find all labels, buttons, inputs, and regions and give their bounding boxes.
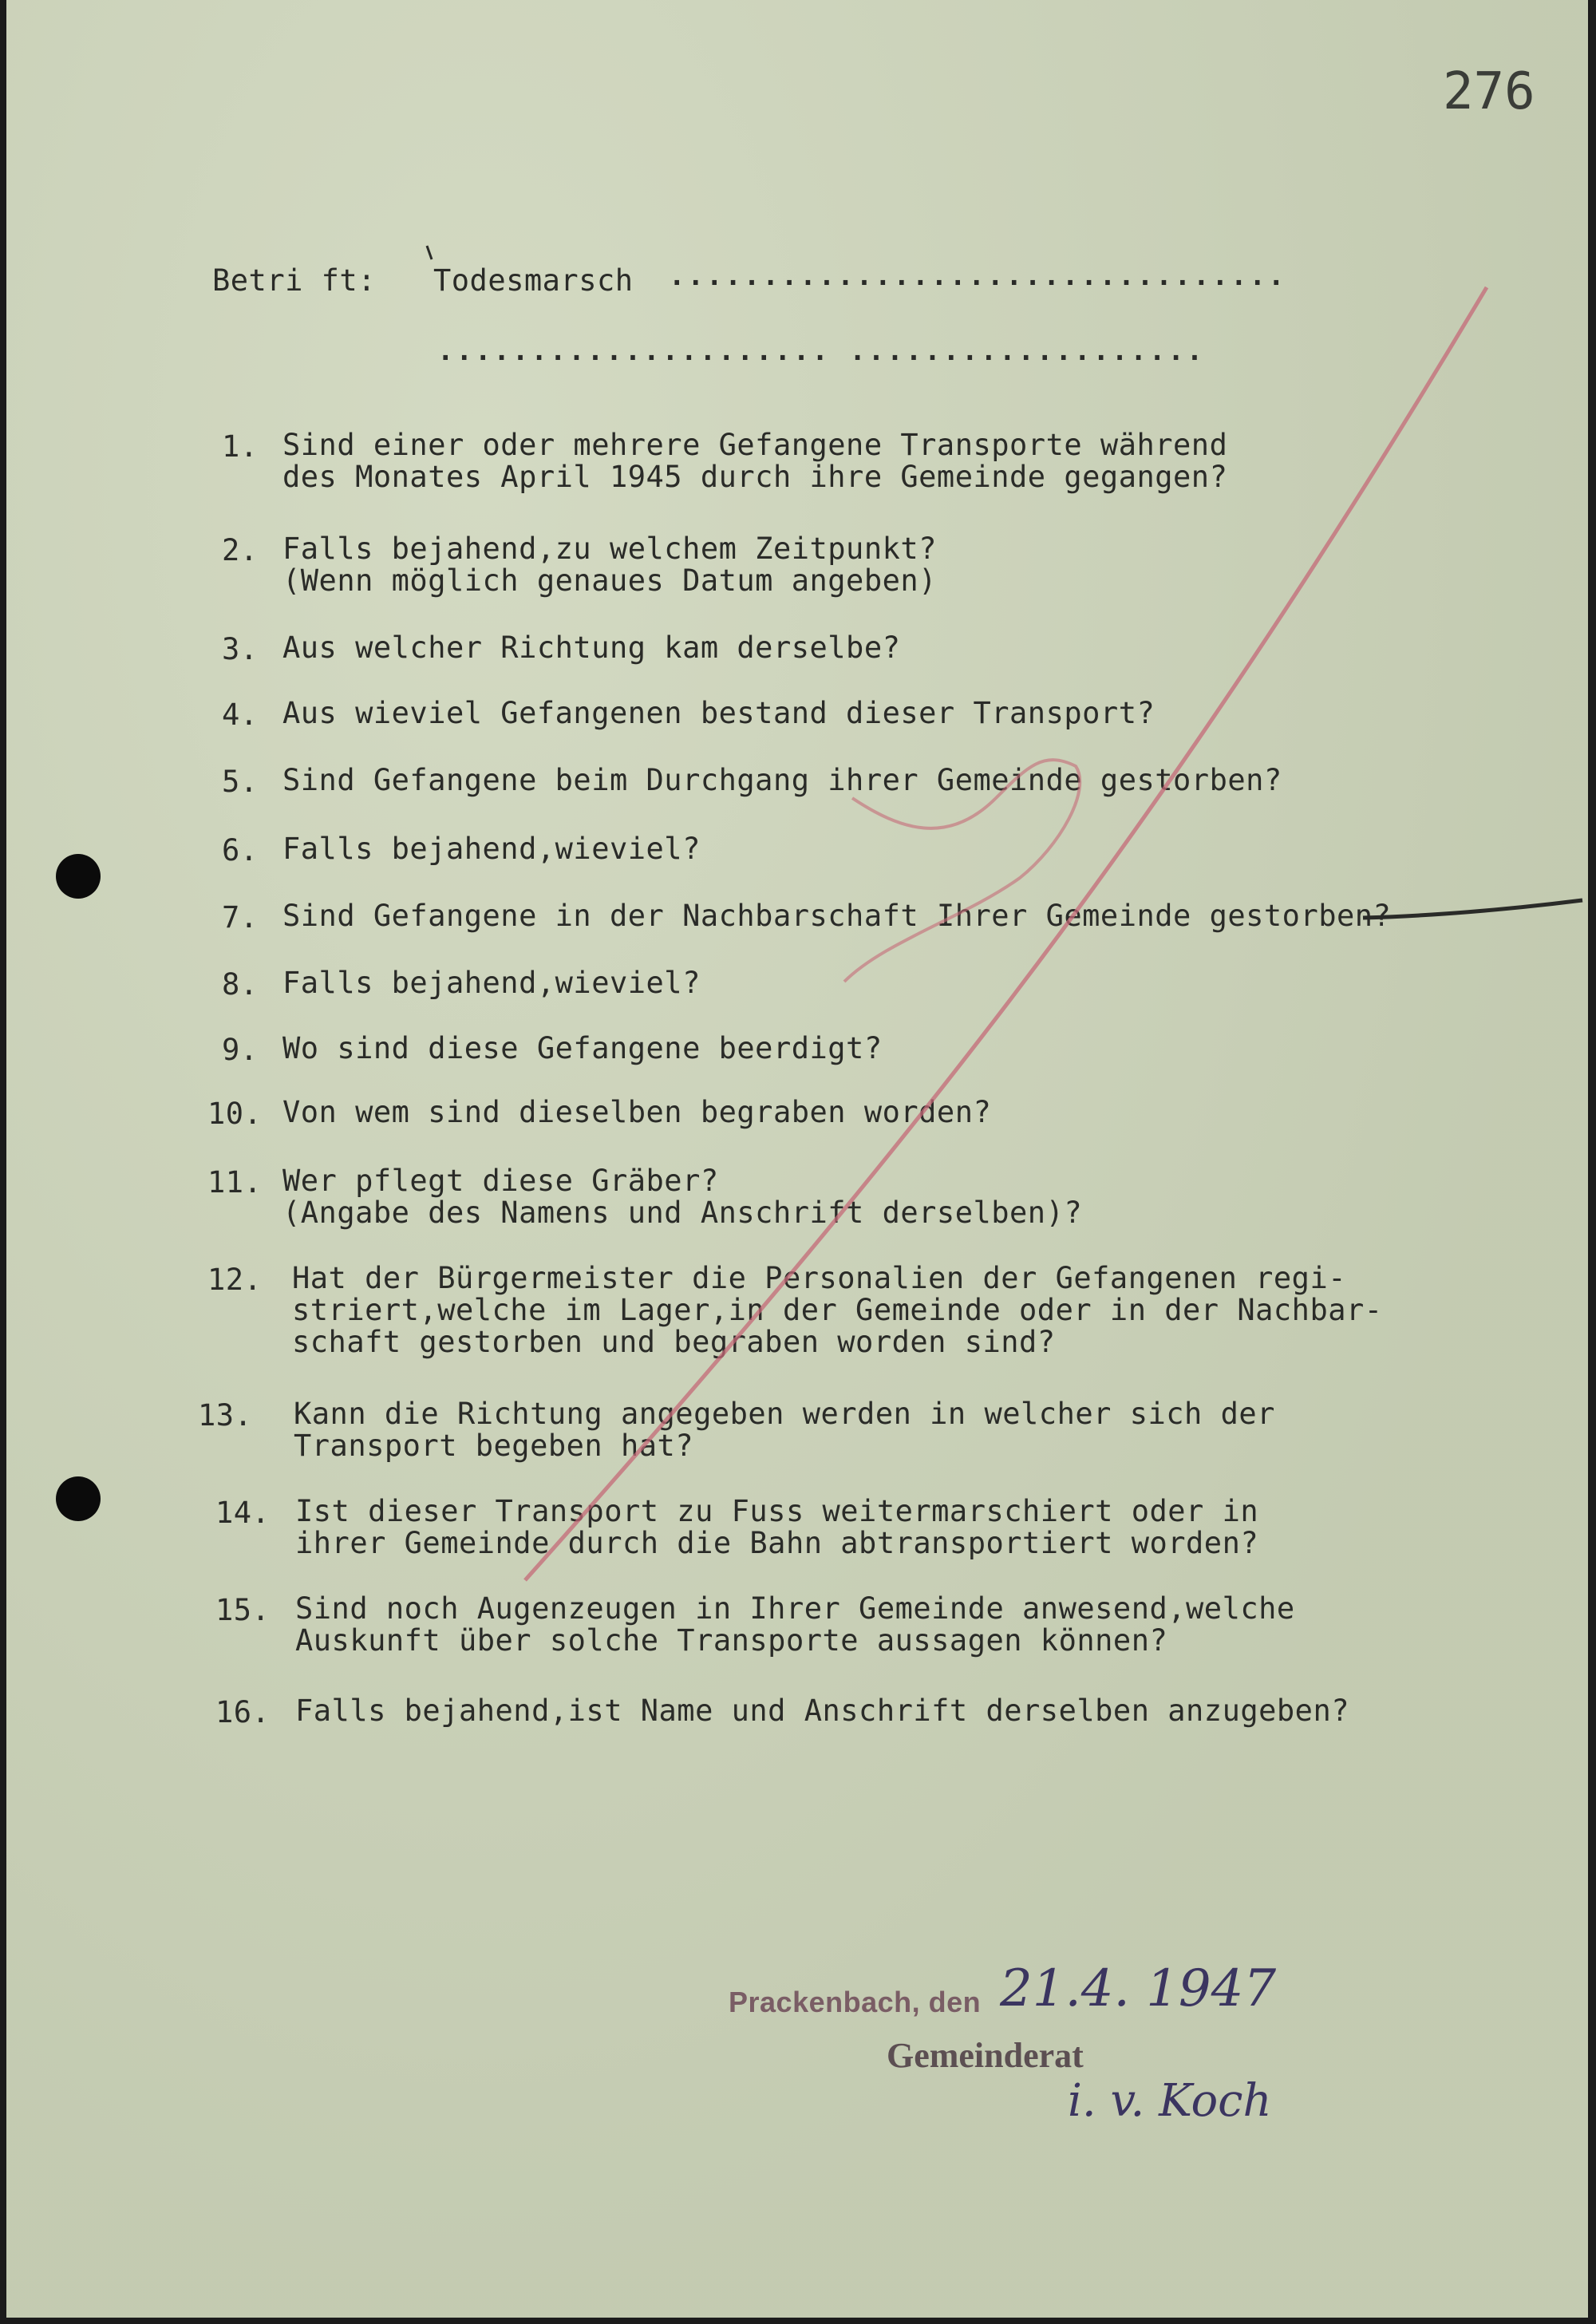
handwritten-date: 21.4. 1947 [1000, 1959, 1277, 2018]
subject-label: Betri ft: [212, 263, 376, 298]
question-text-line: Sind Gefangene in der Nachbarschaft Ihrer Gemeinde gestorben? [282, 899, 1392, 933]
question-number: 4. [222, 698, 259, 732]
question-text-line: Sind Gefangene beim Durchgang ihrer Gemeinde gestorben? [282, 763, 1282, 797]
question-text-line: Auskunft über solche Transporte aussagen können? [295, 1623, 1168, 1658]
question-number: 12. [207, 1263, 263, 1297]
subject-text: Todesmarsch [433, 263, 634, 298]
question-text-line: Falls bejahend,wieviel? [282, 966, 701, 1000]
question-number: 2. [222, 533, 259, 567]
handwritten-signature: i. v. Koch [1068, 2075, 1272, 2127]
pen-tick-top [427, 246, 432, 259]
document-page [6, 0, 1588, 2318]
question-text-line: des Monates April 1945 durch ihre Gemeinde gegangen? [282, 460, 1228, 494]
question-text-line: Falls bejahend,wieviel? [282, 832, 701, 866]
question-number: 8. [222, 967, 259, 1002]
question-text-line: schaft gestorben und begraben worden sind? [292, 1325, 1056, 1359]
pen-stroke-question-7 [1363, 900, 1582, 918]
question-text-line: (Angabe des Namens und Anschrift derselben)? [282, 1196, 1083, 1230]
stamp-place: Prackenbach, den [729, 1986, 982, 2018]
question-number: 10. [207, 1097, 263, 1131]
question-number: 5. [222, 765, 259, 799]
question-number: 6. [222, 833, 259, 868]
question-number: 15. [215, 1593, 271, 1627]
question-16 [215, 1694, 1350, 1832]
question-text-line: Sind noch Augenzeugen in Ihrer Gemeinde anwesend,welche [295, 1591, 1295, 1626]
question-text-line: (Wenn möglich genaues Datum angeben) [282, 563, 937, 598]
page-number: 276 [1443, 62, 1535, 121]
question-text-line: striert,welche im Lager,in der Gemeinde oder in der Nachbar- [292, 1293, 1383, 1327]
question-text-line: ihrer Gemeinde durch die Bahn abtransportiert worden? [295, 1526, 1259, 1560]
question-text-line: Transport begeben hat? [294, 1429, 694, 1463]
punch-hole-lower [56, 1476, 101, 1521]
question-number: 7. [222, 900, 259, 935]
subject-dots-line-1: ................................. [669, 260, 1287, 292]
question-number: 16. [215, 1695, 271, 1729]
question-text-line: Aus welcher Richtung kam derselbe? [282, 630, 901, 665]
stamp-office: Gemeinderat [887, 2036, 1084, 2075]
question-text-line: Falls bejahend,ist Name und Anschrift derselben anzugeben? [295, 1694, 1350, 1728]
question-text-line: Wer pflegt diese Gräber? [282, 1164, 719, 1198]
question-text-line: Wo sind diese Gefangene beerdigt? [282, 1031, 883, 1065]
question-number: 11. [207, 1165, 263, 1200]
question-text-line: Sind einer oder mehrere Gefangene Transporte während [282, 428, 1228, 462]
question-number: 13. [198, 1398, 253, 1433]
subject-dots-line-2: ..................... ................... [437, 335, 1206, 367]
question-text-line: Ist dieser Transport zu Fuss weitermarschiert oder in [295, 1494, 1259, 1528]
question-text-line: Von wem sind dieselben begraben worden? [282, 1095, 992, 1129]
question-text-line: Hat der Bürgermeister die Personalien der Gefangenen regi- [292, 1261, 1347, 1295]
question-number: 1. [222, 429, 259, 464]
question-number: 14. [215, 1496, 271, 1530]
question-number: 3. [222, 632, 259, 666]
question-number: 9. [222, 1033, 259, 1067]
question-text-line: Aus wieviel Gefangenen bestand dieser Transport? [282, 696, 1156, 730]
question-text-line: Falls bejahend,zu welchem Zeitpunkt? [282, 532, 937, 566]
punch-hole-upper [56, 854, 101, 899]
question-text-line: Kann die Richtung angegeben werden in welcher sich der [294, 1397, 1275, 1431]
